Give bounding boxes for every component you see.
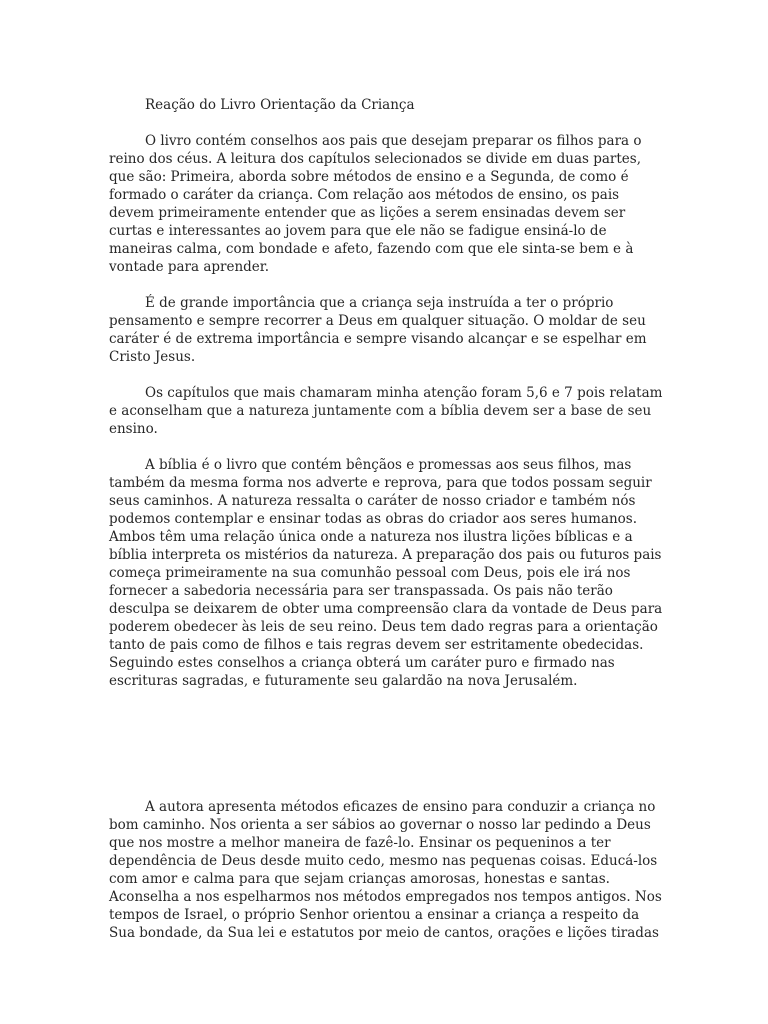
paragraph-3: [109, 384, 669, 438]
text-line: devem primeiramente entender que as lições a serem ensinadas devem ser: [109, 205, 626, 221]
text-line: pensamento e sempre recorrer a Deus em qualquer situação. O moldar de seu: [109, 313, 646, 329]
text-line: formado o caráter da criança. Com relação aos métodos de ensino, os pais: [109, 187, 620, 203]
text-line: começa primeiramente na sua comunhão pessoal com Deus, pois ele irá nos: [109, 565, 631, 581]
paragraph-1: [109, 132, 669, 276]
text-line: reino dos céus. A leitura dos capítulos selecionados se divide em duas partes,: [109, 151, 641, 167]
text-line: caráter é de extrema importância e sempre visando alcançar e se espelhar em: [109, 331, 647, 347]
text-line: maneiras calma, com bondade e afeto, fazendo com que ele sinta-se bem e à: [109, 241, 634, 257]
text-line: fornecer a sabedoria necessária para ser transpassada. Os pais não terão: [109, 583, 613, 599]
text-line: tanto de pais como de filhos e tais regras devem ser estritamente obedecidas.: [109, 637, 644, 653]
text-line: Os capítulos que mais chamaram minha atenção foram 5,6 e 7 pois relatam: [145, 385, 663, 401]
text-line: curtas e interessantes ao jovem para que ele não se fadigue ensiná-lo de: [109, 223, 607, 239]
text-line: Ambos têm uma relação única onde a natureza nos ilustra lições bíblicas e a: [109, 529, 633, 545]
paragraph-4: [109, 456, 669, 690]
text-line: escrituras sagradas, e futuramente seu galardão na nova Jerusalém.: [109, 673, 578, 689]
text-line: podemos contemplar e ensinar todas as obras do criador aos seres humanos.: [109, 511, 638, 527]
text-line: desculpa se deixarem de obter uma compreensão clara da vontade de Deus para: [109, 601, 663, 617]
text-line: O livro contém conselhos aos pais que desejam preparar os filhos para o: [145, 133, 642, 149]
text-line: É de grande importância que a criança seja instruída a ter o próprio: [145, 295, 614, 311]
paragraph-2: [109, 294, 669, 366]
document-title: [109, 96, 669, 114]
text-line: seus caminhos. A natureza ressalta o caráter de nosso criador e também nós: [109, 493, 636, 509]
text-line: vontade para aprender.: [109, 259, 270, 275]
text-line: A bíblia é o livro que contém bênçãos e promessas aos seus filhos, mas: [145, 457, 632, 473]
text-line: A autora apresenta métodos eficazes de ensino para conduzir a criança no: [145, 799, 656, 815]
text-line: Aconselha a nos espelharmos nos métodos empregados nos tempos antigos. Nos: [109, 889, 662, 905]
text-line: também da mesma forma nos adverte e reprova, para que todos possam seguir: [109, 475, 652, 491]
text-line: poderem obedecer às leis de seu reino. Deus tem dado regras para a orientação: [109, 619, 658, 635]
text-line: que nos mostre a melhor maneira de fazê-lo. Ensinar os pequeninos a ter: [109, 835, 611, 851]
text-line: ensino.: [109, 421, 158, 437]
text-line: Sua bondade, da Sua lei e estatutos por meio de cantos, orações e lições tiradas: [109, 925, 659, 941]
text-line: bom caminho. Nos orienta a ser sábios ao governar o nosso lar pedindo a Deus: [109, 817, 651, 833]
text-line: bíblia interpreta os mistérios da natureza. A preparação dos pais ou futuros pais: [109, 547, 662, 563]
text-line: e aconselham que a natureza juntamente com a bíblia devem ser a base de seu: [109, 403, 652, 419]
title-line: Reação do Livro Orientação da Criança: [145, 97, 415, 113]
paragraph-5: [109, 798, 669, 942]
document-body: [109, 96, 669, 942]
text-line: com amor e calma para que sejam crianças amorosas, honestas e santas.: [109, 871, 610, 887]
text-line: dependência de Deus desde muito cedo, mesmo nas pequenas coisas. Educá-los: [109, 853, 658, 869]
text-line: Cristo Jesus.: [109, 349, 196, 365]
text-line: tempos de Israel, o próprio Senhor orientou a ensinar a criança a respeito da: [109, 907, 640, 923]
text-line: que são: Primeira, aborda sobre métodos de ensino e a Segunda, de como é: [109, 169, 629, 185]
text-line: Seguindo estes conselhos a criança obterá um caráter puro e firmado nas: [109, 655, 615, 671]
